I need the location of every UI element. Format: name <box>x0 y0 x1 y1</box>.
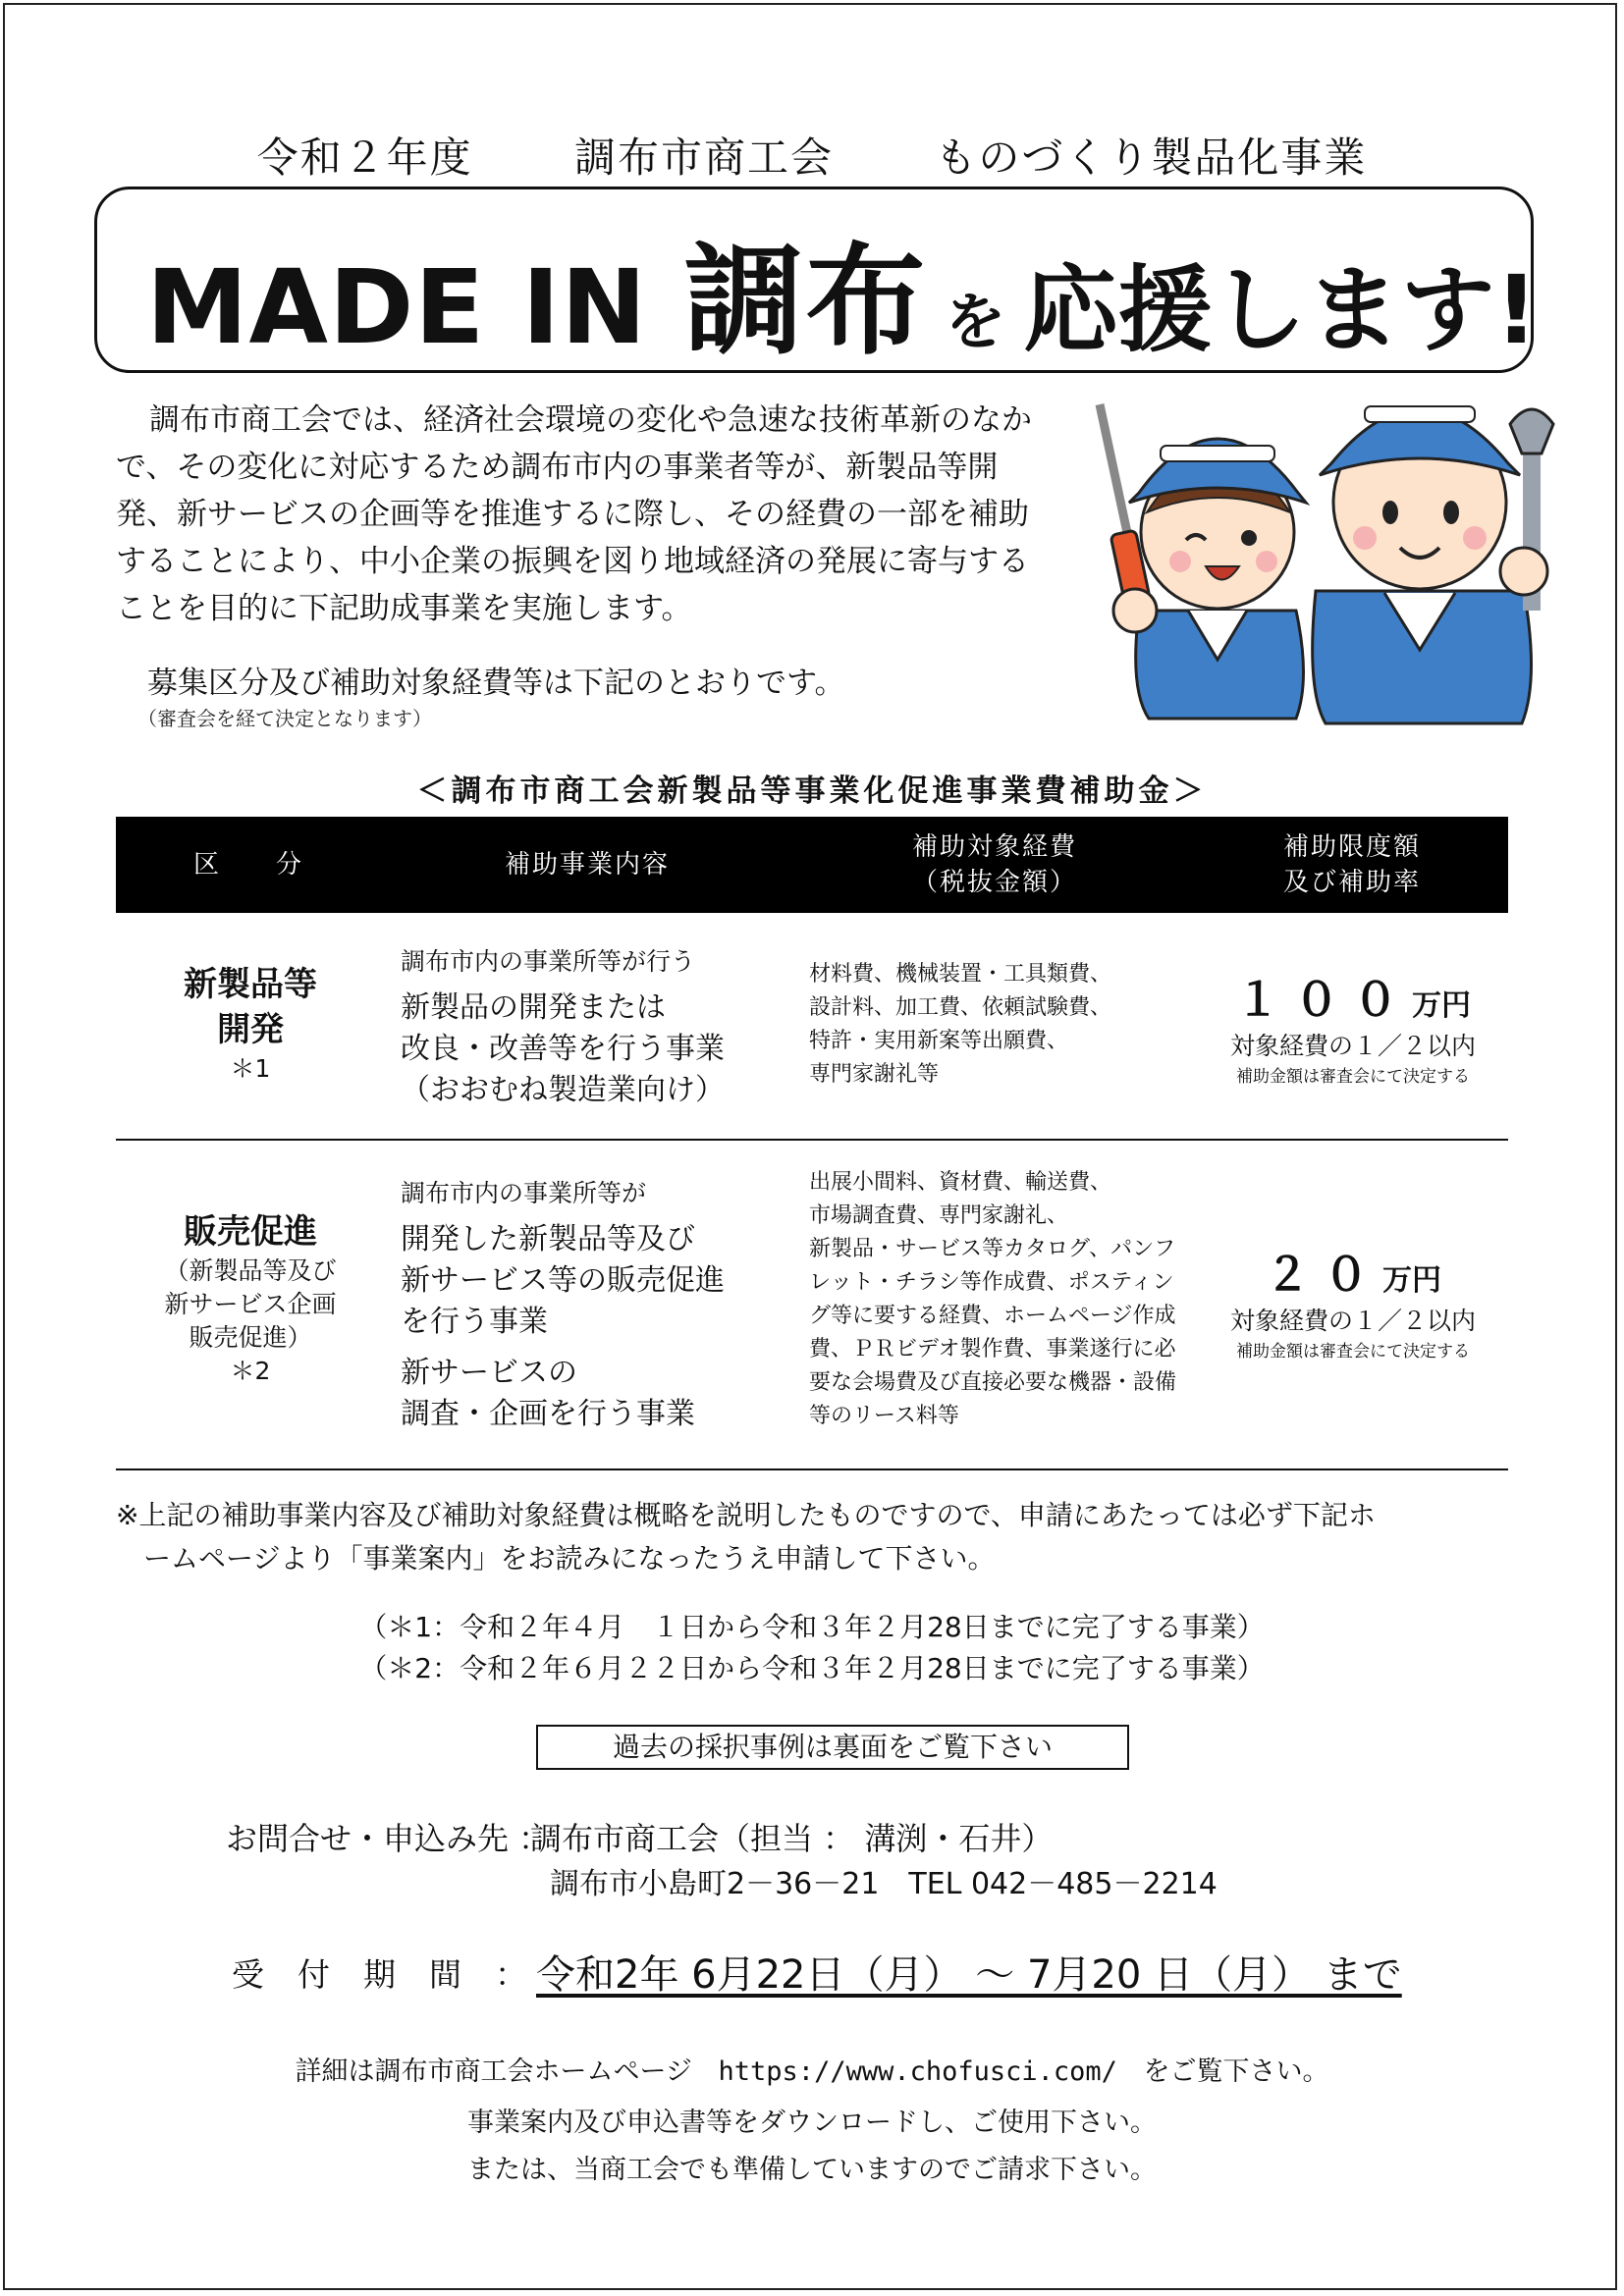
contact-organization: 調布市商工会（担当 ： 溝渕・石井） <box>530 1820 1054 1857</box>
application-note <box>116 1494 1530 1580</box>
row1-expenses-line4: 専門家謝礼等 <box>809 1062 940 1087</box>
header-expenses-line2: （税抜金額） <box>911 868 1077 897</box>
recruit-text: 募集区分及び補助対象経費等は下記のとおりです。 <box>147 666 845 701</box>
row1-amount-unit: 万円 <box>1412 988 1471 1023</box>
header-expenses-line1: 補助対象経費 <box>911 832 1077 862</box>
row2-content-lead: 調布市内の事業所等が <box>401 1179 647 1207</box>
row2-content-line5: 調査・企画を行う事業 <box>401 1397 695 1431</box>
row1-content-line2: 改良・改善等を行う事業 <box>401 1032 725 1066</box>
row1-expenses-line2: 設計料、加工費、依頼試験費、 <box>809 995 1112 1020</box>
intro-text: 調布市商工会では、経済社会環境の変化や急速な技術革新のなかで、その変化に対応するため調布市内の事業者等が、新製品等開発、新サービスの企画等を推進するに際し、その経費の一部を補助することにより、中小企業の振興を図り地域経済の発展に寄与することを目的に下記助成事業を実施します。 <box>116 402 1032 626</box>
organization-name: 調布市商工会 <box>573 133 834 182</box>
website-url[interactable]: https://www.chofusci.com/ <box>718 2056 1117 2087</box>
details-line1 <box>0 2050 1624 2088</box>
flyer-subtitle <box>0 126 1624 185</box>
row2-rate: 対象経費の１／２以内 <box>1229 1307 1476 1335</box>
row2-content <box>401 1174 803 1435</box>
row2-content-line2: 新サービス等の販売促進 <box>401 1263 725 1298</box>
row1-content-lead: 調布市内の事業所等が行う <box>401 947 696 976</box>
row2-category-sub2: 新サービス企画 <box>164 1290 337 1318</box>
row2-rate-note: 補助金額は審査会にて決定する <box>1236 1342 1470 1362</box>
subsidy-table-header <box>116 817 1508 913</box>
row1-category-line2: 開発 <box>217 1010 284 1049</box>
headline-city: 調布 <box>683 232 928 371</box>
row1-rate: 対象経費の１／２以内 <box>1229 1032 1476 1060</box>
row2-expenses-line3: 新製品・サービス等カタログ、パンフ <box>809 1237 1176 1261</box>
row1-rate-note: 補助金額は審査会にて決定する <box>1236 1067 1470 1087</box>
header-category: 区 分 <box>192 850 303 880</box>
row2-expenses <box>809 1166 1198 1433</box>
headline-banner <box>94 187 1539 373</box>
row2-amount-value: ２０ <box>1265 1248 1382 1301</box>
header-content: 補助事業内容 <box>504 850 670 880</box>
row1-content-line3: （おおむね製造業向け） <box>401 1073 725 1107</box>
row2-expenses-line1: 出展小間料、資材費、輸送費、 <box>809 1170 1112 1195</box>
subsidy-table-title: ＜調布市商工会新製品等事業化促進事業費補助金＞ <box>416 774 1208 809</box>
row1-limit <box>1198 964 1508 1090</box>
header-limit <box>1196 817 1508 913</box>
header-limit-line2: 及び補助率 <box>1282 868 1421 897</box>
details-text-post: をご覧下さい。 <box>1143 2056 1329 2087</box>
period-note-1: （＊1：令和２年４月 １日から令和３年２月28日までに完了する事業） <box>359 1611 1265 1643</box>
reception-period-value: 令和2年 6月22日（月） ～ 7月20 日（月） まで <box>536 1952 1402 1998</box>
row2-content-line3: を行う事業 <box>401 1305 548 1339</box>
recruit-note: （審査会を経て決定となります） <box>137 707 432 730</box>
row1-amount <box>1198 964 1508 1029</box>
row1-expenses-line1: 材料費、機械装置・工具類費、 <box>809 962 1112 987</box>
row2-expenses-line6: 費、ＰＲビデオ製作費、事業遂行に必 <box>809 1337 1176 1362</box>
period-note-2: （＊2：令和２年６月２２日から令和３年２月28日までに完了する事業） <box>359 1652 1265 1684</box>
row1-amount-value: １００ <box>1235 973 1412 1026</box>
row2-expenses-line4: レット・チラシ等作成費、ポスティン <box>809 1270 1174 1295</box>
row1-expenses <box>809 958 1198 1092</box>
workers-illustration <box>1070 365 1561 728</box>
details-line3: または、当商工会でも準備していますのでご請求下さい。 <box>467 2155 1157 2185</box>
worker-woman-illustration <box>1100 404 1306 719</box>
row2-content-line1: 開発した新製品等及び <box>401 1222 695 1256</box>
reception-period-label: 受付期間： <box>232 1955 561 1994</box>
row-divider <box>116 1139 1508 1141</box>
row2-category-sub3: 販売促進） <box>189 1323 312 1352</box>
past-cases-box: 過去の採択事例は裏面をご覧下さい <box>536 1725 1129 1770</box>
row1-category-note: ＊1 <box>230 1054 271 1083</box>
row1-category-line1: 新製品等 <box>184 965 317 1004</box>
application-note-line2: ームページより「事業案内」をお読みになったうえ申請して下さい。 <box>143 1542 996 1575</box>
table-bottom-rule <box>116 1468 1508 1470</box>
row2-amount <box>1198 1239 1508 1304</box>
row1-content-line1: 新製品の開発または <box>401 990 666 1025</box>
row1-content <box>401 942 803 1111</box>
row2-amount-unit: 万円 <box>1382 1263 1441 1298</box>
worker-man-illustration <box>1313 406 1553 723</box>
fiscal-year: 令和２年度 <box>256 133 473 182</box>
application-note-line1: ※上記の補助事業内容及び補助対象経費は概略を説明したものですので、申請にあたっては必ず下記ホ <box>116 1499 1376 1531</box>
headline-made-in: MADE IN <box>146 247 684 367</box>
contact-address: 調布市小島町2－36－21 TEL 042－485－2214 <box>550 1867 1218 1901</box>
header-expenses <box>793 817 1196 913</box>
program-name: ものづくり製品化事業 <box>935 133 1368 182</box>
row2-category-note: ＊2 <box>230 1357 271 1385</box>
headline-support: 応援します! <box>1023 255 1539 365</box>
headline-particle: を <box>945 286 1006 357</box>
row2-category <box>128 1209 373 1388</box>
row2-content-line4: 新サービスの <box>401 1356 577 1390</box>
intro-paragraph <box>116 397 1058 632</box>
details-line2: 事業案内及び申込書等をダウンロードし、ご使用下さい。 <box>467 2108 1157 2138</box>
row2-limit <box>1198 1239 1508 1364</box>
header-limit-line1: 補助限度額 <box>1282 832 1421 862</box>
row1-category <box>128 962 373 1086</box>
row2-expenses-line8: 等のリース料等 <box>809 1404 959 1428</box>
details-text-pre: 詳細は調布市商工会ホームページ <box>295 2056 692 2087</box>
contact-label: お問合せ・申込み先 ： <box>226 1820 551 1857</box>
row2-expenses-line7: 要な会場費及び直接必要な機器・設備 <box>809 1370 1177 1395</box>
row2-category-line1: 販売促進 <box>184 1212 317 1252</box>
row2-category-sub1: （新製品等及び <box>164 1256 337 1285</box>
row2-expenses-line2: 市場調査費、専門家謝礼、 <box>809 1203 1069 1228</box>
row2-expenses-line5: グ等に要する経費、ホームページ作成 <box>809 1304 1176 1328</box>
row1-expenses-line3: 特許・実用新案等出願費、 <box>809 1029 1069 1053</box>
